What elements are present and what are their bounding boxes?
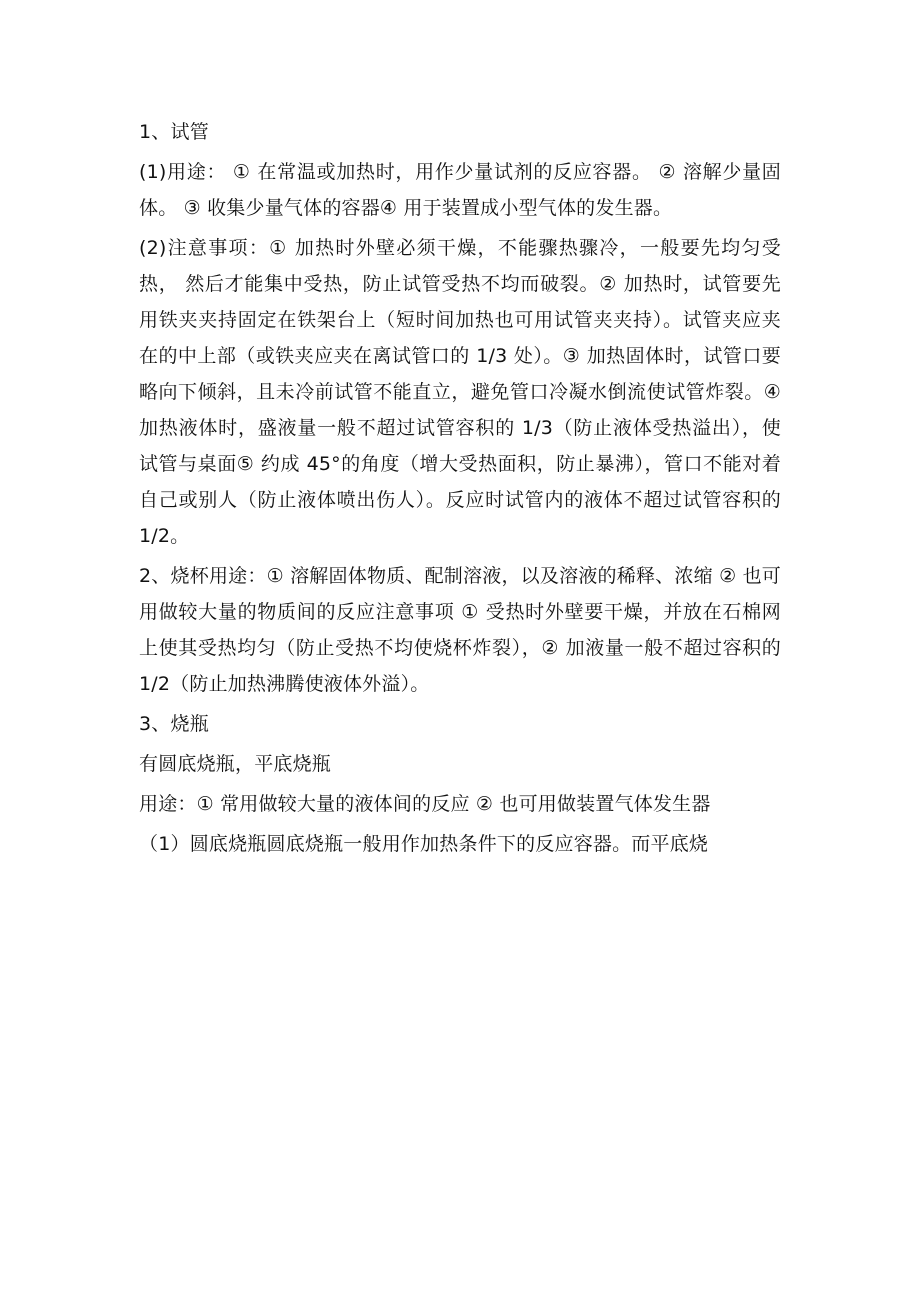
section-heading-test-tube: 1、试管 [139, 121, 209, 143]
paragraph-round-bottom-flask: （1）圆底烧瓶圆底烧瓶一般用作加热条件下的反应容器。而平底烧 [139, 833, 709, 855]
paragraph-test-tube-uses: (1)用途： ① 在常温或加热时，用作少量试剂的反应容器。 ② 溶解少量固体。 ③ 收集少量气体的容器④ 用于装置成小型气体的发生器。 [139, 161, 781, 219]
paragraph-beaker: 2、烧杯用途：① 溶解固体物质、配制溶液，以及溶液的稀释、浓缩 ② 也可用做较大量的物质间的反应注意事项 ① 受热时外壁要干燥，并放在石棉网上使其受热均匀（防止受热不均使烧杯炸裂），② 加液量一般不超过容积的 1/2（防止加热沸腾使液体外溢）。 [139, 565, 781, 695]
section-heading-flask: 3、烧瓶 [139, 713, 209, 735]
paragraph-flask-uses: 用途：① 常用做较大量的液体间的反应 ② 也可用做装置气体发生器 [139, 793, 711, 815]
paragraph-flask-types: 有圆底烧瓶，平底烧瓶 [139, 753, 332, 775]
paragraph-test-tube-precautions: (2)注意事项：① 加热时外壁必须干燥，不能骤热骤冷，一般要先均匀受热， 然后才能集中受热，防止试管受热不均而破裂。② 加热时，试管要先用铁夹夹持固定在铁架台上（短时间加热也可用试管夹夹持）。试管夹应夹在的中上部（或铁夹应夹在离试管口的 1/3 处）。③ 加热固体时，试管口要略向下倾斜，且未冷前试管不能直立，避免管口冷凝水倒流使试管炸裂。④ 加热液体时，盛液量一般不超过试管容积的 1/3（防止液体受热溢出），使试管与桌面⑤ 约成 45°的角度（增大受热面积，防止暴沸），管口不能对着自己或别人（防止液体喷出伤人）。反应时试管内的液体不超过试管容积的 1/2。 [139, 237, 781, 547]
document-body [139, 114, 781, 866]
